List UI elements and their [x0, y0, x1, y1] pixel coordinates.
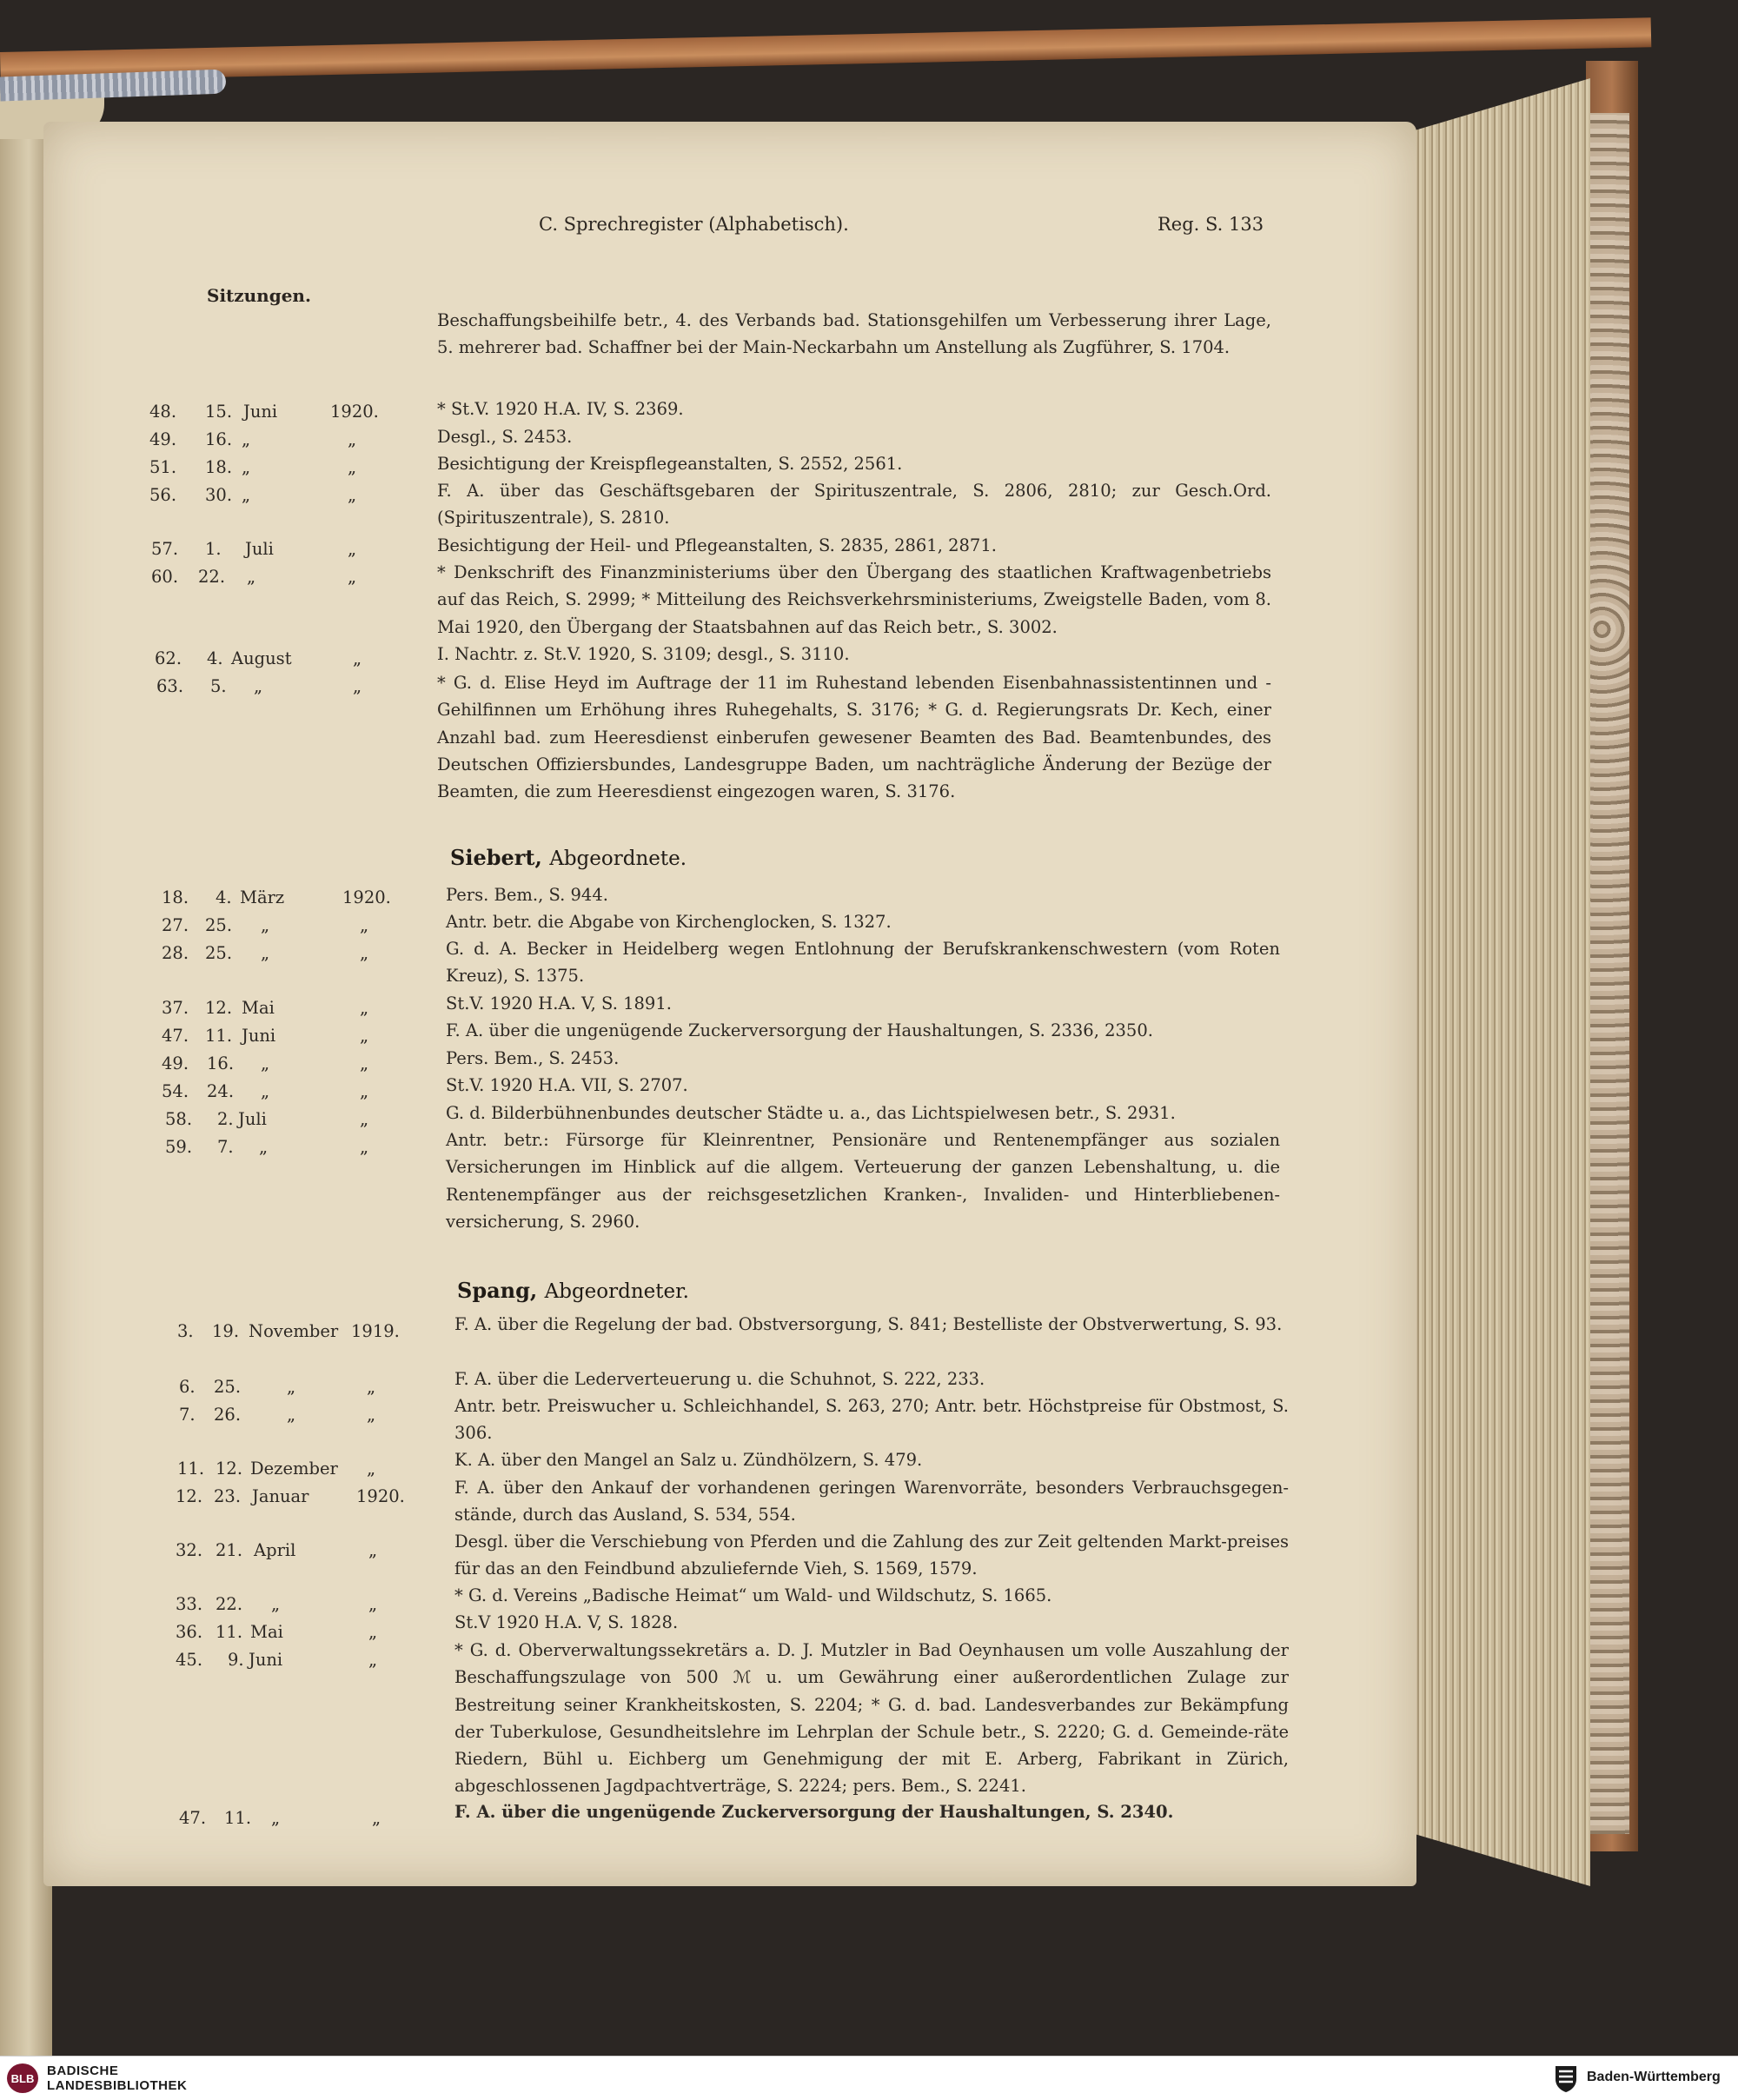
- session-day: 11.: [205, 1026, 233, 1046]
- session-number: 7.: [179, 1405, 196, 1425]
- entry-text: Pers. Bem., S. 2453.: [446, 1048, 620, 1068]
- entry-text: G. d. A. Becker in Heidelberg wegen Entlohnung der Berufskrankenschwestern (vom Roten Kreuz), S. 1375.: [446, 939, 1280, 987]
- running-header-title: C. Sprechregister (Alphabetisch).: [539, 214, 849, 235]
- entry-text: * G. d. Oberverwaltungssekretärs a. D. J. Mutzler in Bad Oeynhausen um volle Auszahlung der Beschaffungszulage von 500 ℳ u. um Gewährung einer außerordentlichen Zulage zur Bestreitung seiner Krankheitskosten, S. 2204; * G. d. bad. Landesverbandes zur Bekämpfung der Tuberkulose, Gesundheitslehre im Lehrplan der Schule betr., S. 2220; G. d. Gemeinde-räte Riedern, Bühl u. Eichberg um Genehmigung der mit E. Arberg, Fabrikant in Zürich, abgeschlossenen Jagdpachtverträge, S. 2224; pers. Bem., S. 2241.: [454, 1640, 1289, 1797]
- session-year: 1920.: [356, 1486, 405, 1506]
- session-month: „: [271, 1808, 281, 1828]
- session-year: „: [360, 1053, 369, 1073]
- session-number: 12.: [176, 1486, 203, 1506]
- entry-text: Antr. betr.: Fürsorge für Kleinrentner, Pensionäre und Rentenempfänger aus sozialen Versicherungen im Hinblick auf die allgem. Verteuerung der ganzen Lebenshaltung, u. die Rentenempfänger aus der reichsgesetzlichen Kranken-, Invaliden- und Hinterbliebenen-versicherung, S. 2960.: [446, 1130, 1280, 1232]
- session-year: „: [348, 457, 357, 477]
- session-number: 45.: [176, 1650, 203, 1670]
- member-name: Siebert,: [450, 845, 542, 870]
- session-day: 25.: [214, 1377, 242, 1397]
- column-heading: Sitzungen.: [207, 285, 311, 306]
- session-month: März: [240, 887, 285, 907]
- viewer-footer: [0, 2056, 1738, 2100]
- session-month: „: [254, 676, 263, 696]
- session-month: Januar: [252, 1486, 309, 1506]
- session-day: 16.: [205, 429, 233, 449]
- session-number: 33.: [176, 1594, 203, 1614]
- session-number: 51.: [149, 457, 177, 477]
- session-day: 15.: [205, 402, 233, 422]
- session-number: 28.: [162, 943, 189, 963]
- session-number: 37.: [162, 998, 189, 1018]
- session-number: 47.: [179, 1808, 207, 1828]
- session-day: 5.: [210, 676, 227, 696]
- session-day: 12.: [205, 998, 233, 1018]
- session-year: „: [360, 1081, 369, 1101]
- session-month: August: [231, 648, 292, 668]
- session-day: 12.: [216, 1459, 243, 1479]
- session-day: 21.: [216, 1540, 243, 1560]
- entry-text: Antr. betr. Preiswucher u. Schleichhandel, S. 263, 270; Antr. betr. Höchstpreise für Obstmost, S. 306.: [454, 1396, 1289, 1444]
- session-number: 62.: [155, 648, 182, 668]
- session-number: 27.: [162, 915, 189, 935]
- page-reference: Reg. S. 133: [1158, 214, 1264, 235]
- entry-text: Besichtigung der Heil- und Pflegeanstalten, S. 2835, 2861, 2871.: [437, 535, 997, 555]
- blb-logo[interactable]: BLB: [7, 2063, 38, 2093]
- member-name: Spang,: [457, 1278, 538, 1303]
- session-year: „: [360, 998, 369, 1018]
- session-year: 1920.: [342, 887, 391, 907]
- session-year: „: [367, 1377, 376, 1397]
- session-year: „: [368, 1622, 378, 1642]
- session-month: „: [287, 1377, 296, 1397]
- partner-name[interactable]: Baden-Württemberg: [1587, 2070, 1721, 2084]
- session-month: Juni: [249, 1650, 283, 1670]
- entry-text: I. Nachtr. z. St.V. 1920, S. 3109; desgl., S. 3110.: [437, 644, 850, 664]
- session-year: „: [367, 1459, 376, 1479]
- page-block-edge: [1408, 78, 1590, 1886]
- session-month: „: [261, 1081, 270, 1101]
- session-month: „: [261, 943, 270, 963]
- session-day: 11.: [224, 1808, 252, 1828]
- session-number: 59.: [165, 1137, 193, 1157]
- session-year: „: [353, 648, 362, 668]
- session-number: 63.: [156, 676, 184, 696]
- entry-text: St.V. 1920 H.A. VII, S. 2707.: [446, 1075, 688, 1095]
- section-heading-spang: [457, 1278, 689, 1303]
- session-day: 24.: [207, 1081, 235, 1101]
- session-number: 3.: [177, 1321, 194, 1341]
- entry-text: St.V. 1920 H.A. V, S. 1891.: [446, 994, 672, 1013]
- session-day: 7.: [217, 1137, 234, 1157]
- session-day: 25.: [205, 943, 233, 963]
- session-day: 16.: [207, 1053, 235, 1073]
- session-year: „: [360, 1137, 369, 1157]
- session-year: „: [368, 1540, 378, 1560]
- entry-text: St.V 1920 H.A. V, S. 1828.: [454, 1612, 679, 1632]
- session-number: 60.: [151, 567, 179, 587]
- session-day: 18.: [205, 457, 233, 477]
- entry-text: Besichtigung der Kreispflegeanstalten, S. 2552, 2561.: [437, 454, 903, 474]
- session-number: 58.: [165, 1109, 193, 1129]
- session-day: 30.: [205, 485, 233, 505]
- session-year: „: [367, 1405, 376, 1425]
- session-month: Mai: [250, 1622, 283, 1642]
- session-year: „: [360, 1026, 369, 1046]
- session-month: April: [254, 1540, 296, 1560]
- entry-text: * Denkschrift des Finanzministeriums über den Übergang des staatlichen Kraftwagenbetriebs auf das Reich, S. 2999; * Mitteilung des Reichsverkehrsministeriums, Zweigstelle Baden, vom 8. Mai 1920, den Übergang der Staatsbahnen auf das Reich betr., S. 3002.: [437, 562, 1271, 637]
- session-day: 9.: [228, 1650, 244, 1670]
- library-name-line2: LANDESBIBLIOTHEK: [47, 2078, 188, 2093]
- session-year: „: [353, 676, 362, 696]
- book-cover-top: [0, 17, 1651, 82]
- library-name-line1: BADISCHE: [47, 2063, 119, 2078]
- entry-text: Desgl., S. 2453.: [437, 427, 573, 447]
- session-year: „: [360, 943, 369, 963]
- session-number: 18.: [162, 887, 189, 907]
- session-number: 32.: [176, 1540, 203, 1560]
- session-month: November: [249, 1321, 339, 1341]
- entry-text: F. A. über die Lederverteuerung u. die Schuhnot, S. 222, 233.: [454, 1369, 985, 1389]
- session-year: „: [360, 1109, 369, 1129]
- entry-text: * St.V. 1920 H.A. IV, S. 2369.: [437, 399, 684, 419]
- entry-text: Desgl. über die Verschiebung von Pferden und die Zahlung des zur Zeit geltenden Markt-preises für das an den Feindbund abzuliefernde Vieh, S. 1569, 1579.: [454, 1532, 1289, 1579]
- session-month: Juni: [242, 1026, 276, 1046]
- session-month: Juli: [245, 539, 274, 559]
- session-year: „: [368, 1594, 378, 1614]
- session-year: „: [348, 429, 357, 449]
- baden-wuerttemberg-crest-icon: [1554, 2063, 1578, 2093]
- session-month: Juli: [238, 1109, 267, 1129]
- session-number: 57.: [151, 539, 179, 559]
- entry-text: K. A. über den Mangel an Salz u. Zündhölzern, S. 479.: [454, 1450, 923, 1470]
- session-day: 25.: [205, 915, 233, 935]
- session-day: 19.: [212, 1321, 240, 1341]
- session-year: „: [368, 1650, 378, 1670]
- session-month: „: [247, 567, 256, 587]
- session-number: 6.: [179, 1377, 196, 1397]
- entry-text: Antr. betr. die Abgabe von Kirchenglocken, S. 1327.: [446, 912, 892, 932]
- entry-text: F. A. über die ungenügende Zuckerversorgung der Haushaltungen, S. 2340.: [454, 1802, 1174, 1822]
- entry-text: Pers. Bem., S. 944.: [446, 885, 608, 905]
- session-year: „: [372, 1808, 381, 1828]
- session-month: „: [242, 429, 251, 449]
- session-day: 23.: [214, 1486, 242, 1506]
- session-number: 36.: [176, 1622, 203, 1642]
- session-month: „: [242, 485, 251, 505]
- session-month: „: [271, 1594, 281, 1614]
- session-number: 49.: [149, 429, 177, 449]
- session-month: Dezember: [250, 1459, 338, 1479]
- session-month: Juni: [243, 402, 278, 422]
- session-day: 4.: [207, 648, 223, 668]
- session-month: Mai: [242, 998, 275, 1018]
- session-number: 54.: [162, 1081, 189, 1101]
- entry-text: F. A. über die Regelung der bad. Obstversorgung, S. 841; Bestelliste der Obstverwertung, S. 93.: [454, 1314, 1283, 1334]
- entry-text: F. A. über die ungenügende Zuckerversorgung der Haushaltungen, S. 2336, 2350.: [446, 1020, 1153, 1040]
- session-month: „: [242, 457, 251, 477]
- session-year: „: [348, 539, 357, 559]
- session-day: 1.: [205, 539, 222, 559]
- entry-text: F. A. über das Geschäftsgebaren der Spirituszentrale, S. 2806, 2810; zur Gesch.Ord. (Spirituszentrale), S. 2810.: [437, 481, 1271, 528]
- session-year: „: [348, 567, 357, 587]
- entry-text: F. A. über den Ankauf der vorhandenen geringen Warenvorräte, besonders Verbrauchsgegen-stände, durch das Ausland, S. 534, 554.: [454, 1478, 1289, 1525]
- session-month: „: [261, 915, 270, 935]
- session-number: 11.: [177, 1459, 205, 1479]
- session-day: 2.: [217, 1109, 234, 1129]
- session-month: „: [259, 1137, 269, 1157]
- section-heading-siebert: [450, 845, 687, 870]
- session-year: „: [360, 915, 369, 935]
- member-role: Abgeordnete.: [549, 847, 687, 870]
- entry-text: Beschaffungsbeihilfe betr., 4. des Verbands bad. Stationsgehilfen um Verbesserung ihrer Lage, 5. mehrerer bad. Schaffner bei der Main-Neckarbahn um Anstellung als Zugführer, S. 1704.: [437, 310, 1271, 358]
- session-number: 49.: [162, 1053, 189, 1073]
- marbled-edge: [1590, 113, 1629, 1834]
- session-number: 48.: [149, 402, 177, 422]
- member-role: Abgeordneter.: [544, 1280, 689, 1303]
- session-day: 26.: [214, 1405, 242, 1425]
- entry-text: * G. d. Elise Heyd im Auftrage der 11 im Ruhestand lebenden Eisenbahnassistentinnen und -Gehilfinnen um Erhöhung ihres Ruhegehalts, S. 3176; * G. d. Regierungsrats Dr. Kech, einer Anzahl bad. zum Heeresdienst einberufen gewesener Beamten des Bad. Beamtenbundes, des Deutschen Offiziersbundes, Landesgruppe Baden, um nachträgliche Änderung der Bezüge der Beamten, die zum Heeresdienst eingezogen waren, S. 3176.: [437, 673, 1271, 802]
- session-month: „: [261, 1053, 270, 1073]
- session-year: „: [348, 485, 357, 505]
- entry-text: G. d. Bilderbühnenbundes deutscher Städte u. a., das Lichtspielwesen betr., S. 2931.: [446, 1103, 1176, 1123]
- session-year: 1920.: [330, 402, 379, 422]
- session-number: 56.: [149, 485, 177, 505]
- session-day: 22.: [216, 1594, 243, 1614]
- entry-text: * G. d. Vereins „Badische Heimat“ um Wald- und Wildschutz, S. 1665.: [454, 1585, 1052, 1605]
- session-day: 4.: [216, 887, 232, 907]
- session-month: „: [287, 1405, 296, 1425]
- session-day: 11.: [216, 1622, 243, 1642]
- session-number: 47.: [162, 1026, 189, 1046]
- session-day: 22.: [198, 567, 226, 587]
- session-year: 1919.: [351, 1321, 400, 1341]
